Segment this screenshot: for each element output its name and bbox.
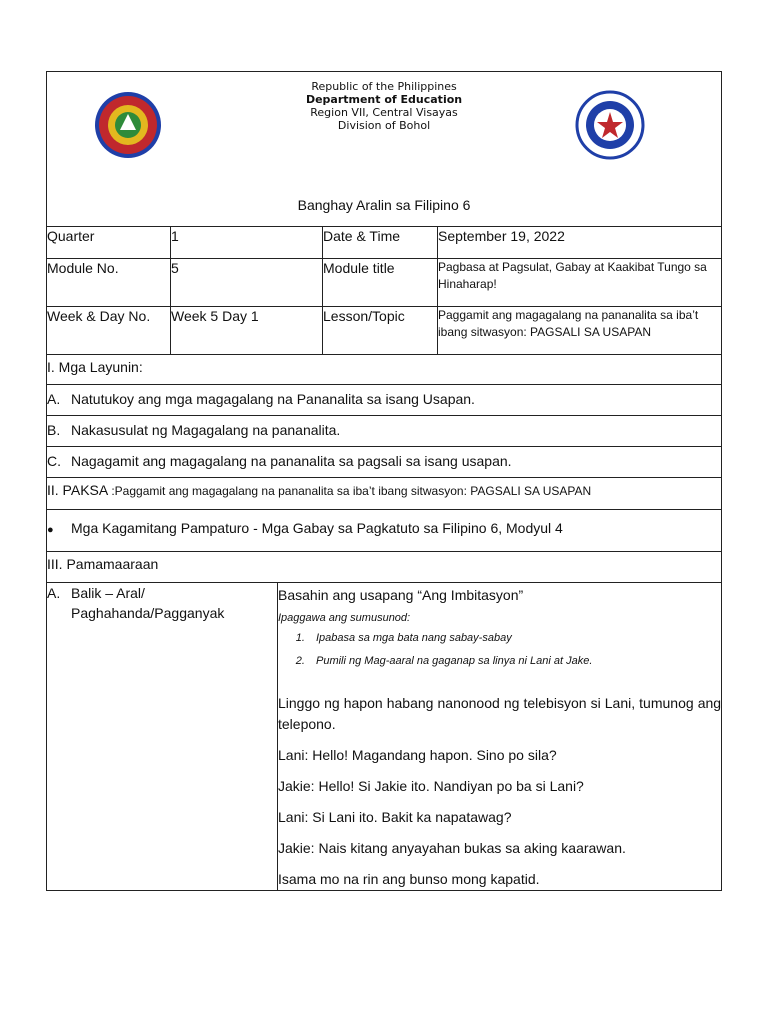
objectives-heading: I. Mga Layunin: (47, 355, 722, 385)
paksa-row (47, 478, 722, 510)
week-label: Week & Day No. (47, 307, 171, 355)
objective-letter: A. (47, 391, 61, 407)
module-value: 5 (171, 259, 323, 307)
procedure-heading: III. Pamamaaraan (47, 552, 722, 583)
dialog-block (278, 693, 721, 890)
reading-instruction: Basahin ang usapang “Ang Imbitasyon” (278, 587, 524, 603)
datetime-label: Date & Time (323, 227, 438, 259)
objective-letter: B. (47, 422, 61, 438)
division-line: Division of Bohol (337, 119, 431, 132)
materials-text: Mga Kagamitang Pampaturo - Mga Gabay sa Pagkatuto sa Filipino 6, Modyul 4 (71, 520, 563, 536)
step-label-line-1: Balik – Aral/ (71, 585, 145, 601)
datetime-value: September 19, 2022 (438, 227, 722, 259)
activity-steps (278, 632, 721, 667)
region-line: Region VII, Central Visayas (310, 106, 458, 119)
lesson-label: Lesson/Topic (323, 307, 438, 355)
paksa-label: II. PAKSA (47, 482, 108, 498)
objective-item (47, 385, 722, 416)
document-header (47, 72, 722, 227)
story-paragraph: Linggo ng hapon habang nanonood ng telebisyon si Lani, tumunog ang telepono. (278, 695, 722, 732)
objective-item (47, 416, 722, 447)
dialog-line: Jakie: Nais kitang anyayahan bukas sa aking kaarawan. (278, 840, 626, 856)
lesson-plan-table (46, 71, 722, 891)
objective-text: Nagagamit ang magagalang na pananalita sa pagsali sa isang usapan. (71, 453, 512, 469)
step-letter: A. (47, 585, 61, 601)
republic-line: Republic of the Philippines (311, 80, 457, 93)
module-label: Module No. (47, 259, 171, 307)
objective-letter: C. (47, 453, 61, 469)
activity-step: 1. Ipabasa sa mga bata nang sabay-sabay (308, 632, 721, 644)
lesson-value: Paggamit ang magagalang na pananalita sa iba’t ibang sitwasyon: PAGSALI SA USAPAN (438, 307, 722, 355)
procedure-step-content (278, 583, 722, 891)
dialog-line: Lani: Hello! Magandang hapon. Sino po sila? (278, 747, 557, 763)
quarter-value: 1 (171, 227, 323, 259)
dialog-line: Isama mo na rin ang bunso mong kapatid. (278, 871, 540, 887)
dialog-line: Lani: Si Lani ito. Bakit ka napatawag? (278, 809, 512, 825)
paksa-text: :Paggamit ang magagalang na pananalita sa iba’t ibang sitwasyon: PAGSALI SA USAPAN (111, 484, 592, 498)
quarter-label: Quarter (47, 227, 171, 259)
module-title-label: Module title (323, 259, 438, 307)
objective-item (47, 447, 722, 478)
materials-row (47, 510, 722, 552)
plan-title: Banghay Aralin sa Filipino 6 (297, 197, 471, 213)
step-label-line-2: Paghahanda/Pagganyak (71, 605, 225, 621)
activity-step: 2. Pumili ng Mag-aaral na gaganap sa linya ni Lani at Jake. (308, 655, 721, 667)
module-title-value: Pagbasa at Pagsulat, Gabay at Kaakibat Tungo sa Hinaharap! (438, 259, 722, 307)
procedure-step-label (47, 583, 278, 891)
objective-text: Nakasusulat ng Magagalang na pananalita. (71, 422, 341, 438)
objective-text: Natutukoy ang mga magagalang na Pananalita sa isang Usapan. (71, 391, 475, 407)
week-value: Week 5 Day 1 (171, 307, 323, 355)
sub-instruction: Ipaggawa ang sumusunod: (278, 612, 411, 624)
agency-header (47, 80, 721, 132)
lesson-plan-document (46, 71, 721, 891)
bullet-icon: ● (47, 524, 54, 536)
dialog-line: Jakie: Hello! Si Jakie ito. Nandiyan po ba si Lani? (278, 778, 584, 794)
department-line: Department of Education (305, 93, 463, 106)
